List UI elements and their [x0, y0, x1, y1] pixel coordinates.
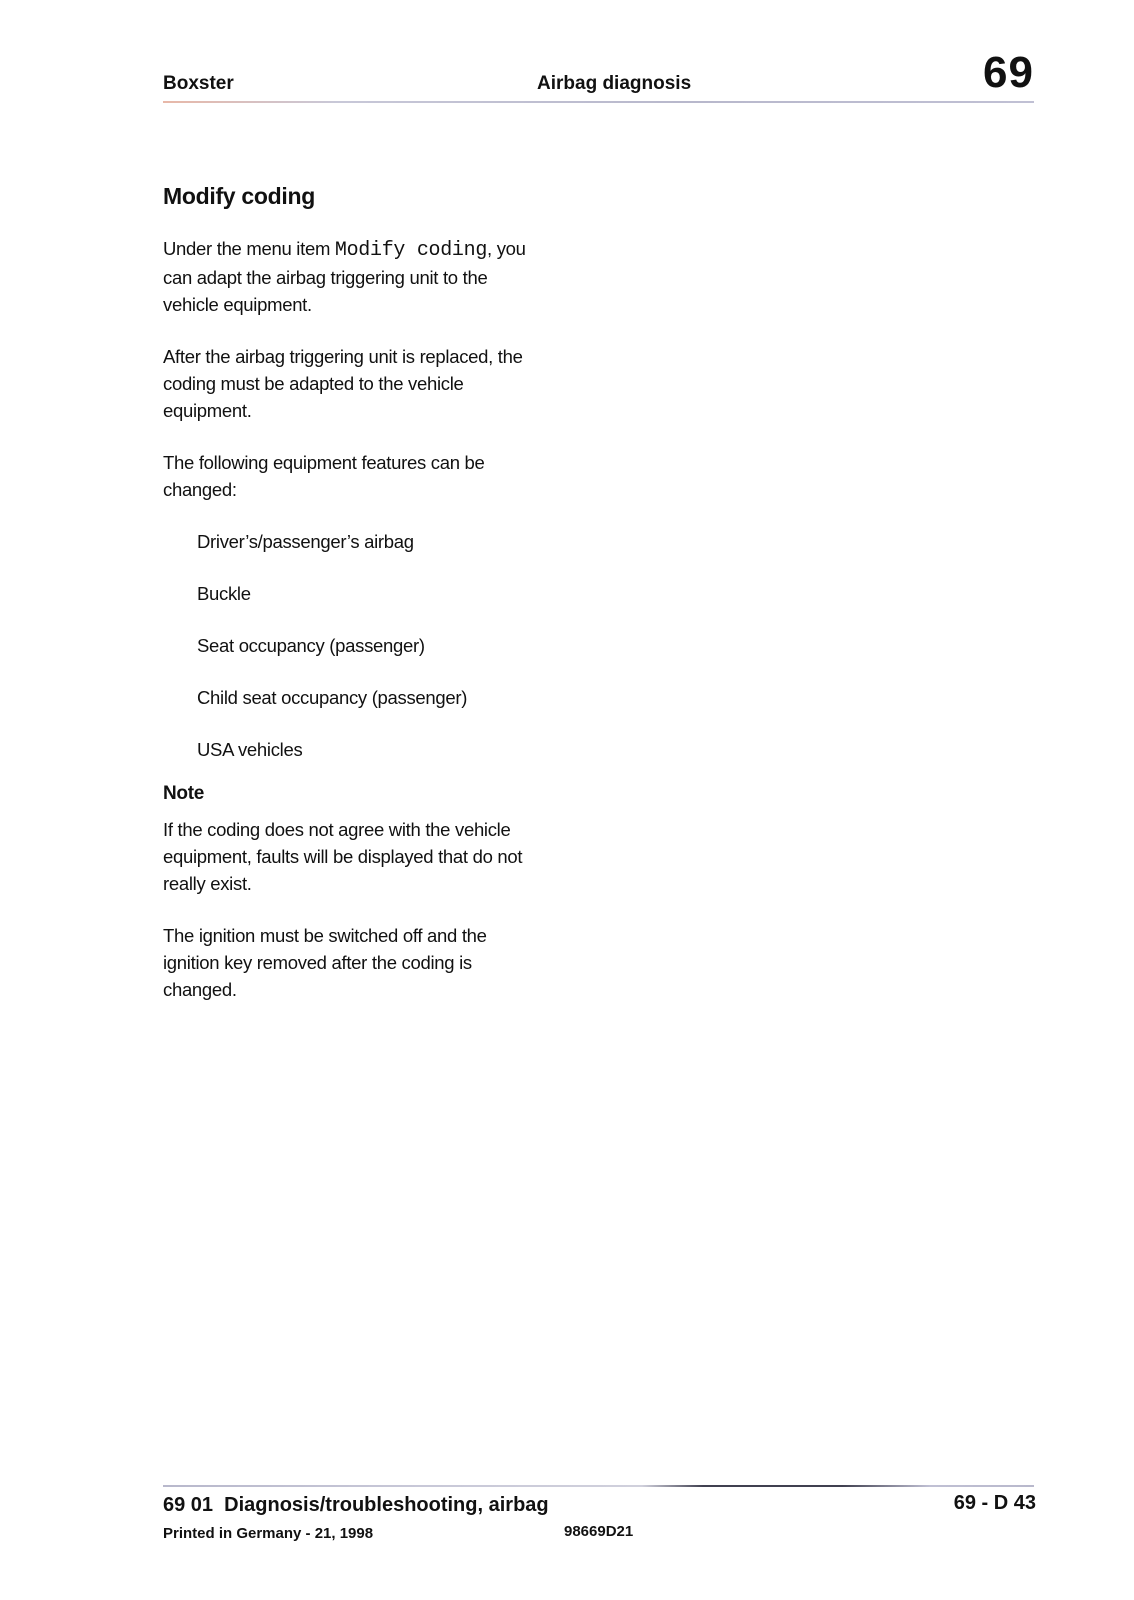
list-item: USA vehicles — [197, 739, 303, 760]
features-intro-paragraph: The following equipment features can be changed: — [163, 452, 485, 500]
intro-text-end: , you can adapt the airbag triggering unit to the vehicle equipment. — [163, 238, 526, 315]
note-heading: Note — [163, 783, 205, 804]
header-title: Airbag diagnosis — [537, 73, 692, 94]
footer-divider — [163, 1485, 1034, 1487]
header-model: Boxster — [163, 73, 234, 94]
print-info: Printed in Germany - 21, 1998 — [163, 1525, 374, 1542]
page-number: 69 - D 43 — [953, 1492, 1036, 1514]
feature-list — [163, 528, 543, 763]
body-text — [163, 235, 543, 1028]
menu-item-reference: Modify coding — [334, 239, 488, 262]
list-item: Driver’s/passenger’s airbag — [197, 531, 414, 552]
header-divider — [163, 101, 1034, 103]
ignition-paragraph: The ignition must be switched off and the ignition key removed after the coding is changed. — [163, 925, 487, 1000]
replacement-paragraph: After the airbag triggering unit is replaced, the coding must be adapted to the vehicle equipment. — [163, 346, 523, 421]
intro-paragraph — [163, 235, 543, 318]
list-item: Seat occupancy (passenger) — [197, 635, 425, 656]
list-item: Buckle — [197, 583, 251, 604]
list-item: Child seat occupancy (passenger) — [197, 687, 468, 708]
intro-text-start: Under the menu item — [163, 238, 335, 259]
note-paragraph: If the coding does not agree with the vehicle equipment, faults will be displayed that do not really exist. — [163, 819, 523, 894]
section-title: Modify coding — [163, 183, 315, 209]
footer-section-title: 69 01 Diagnosis/troubleshooting, airbag — [163, 1494, 549, 1516]
document-code: 98669D21 — [564, 1523, 634, 1540]
chapter-number: 69 — [983, 48, 1034, 97]
